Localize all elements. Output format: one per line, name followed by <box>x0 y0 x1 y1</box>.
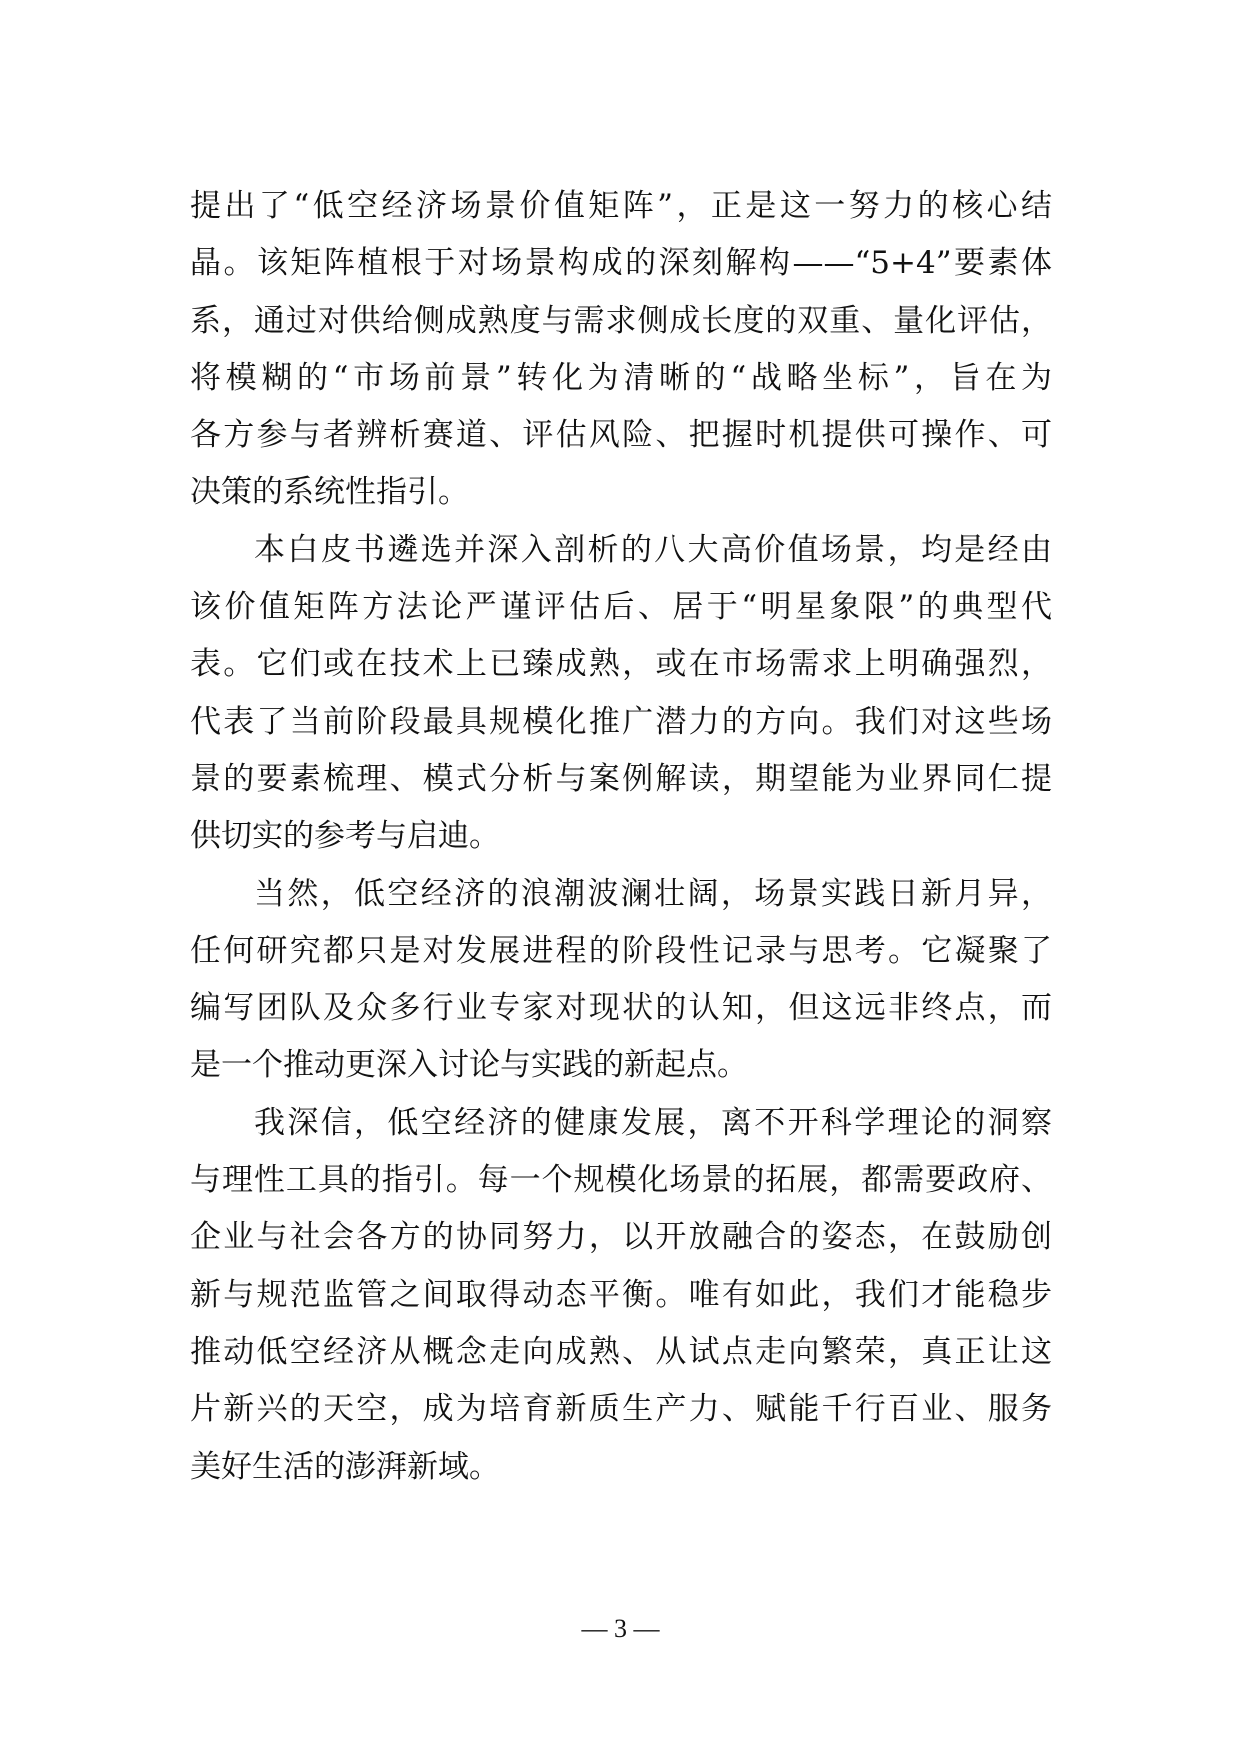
text-line: 将模糊的“市场前景”转化为清晰的“战略坐标”，旨在为 <box>190 359 1052 396</box>
text-line: 景的要素梳理、模式分析与案例解读，期望能为业界同仁提 <box>190 760 1052 797</box>
body-text <box>190 178 1052 1496</box>
text-line: 本白皮书遴选并深入剖析的八大高价值场景，均是经由 <box>254 531 1052 568</box>
text-line: 晶。该矩阵植根于对场景构成的深刻解构——“5+4”要素体 <box>190 245 1052 282</box>
text-line: 编写团队及众多行业专家对现状的认知，但这远非终点，而 <box>190 990 1052 1027</box>
text-line: 推动低空经济从概念走向成熟、从试点走向繁荣，真正让这 <box>190 1333 1052 1370</box>
text-line: 与理性工具的指引。每一个规模化场景的拓展，都需要政府、 <box>190 1162 1052 1199</box>
text-line: 是一个推动更深入讨论与实践的新起点。 <box>190 1047 748 1084</box>
text-line: 代表了当前阶段最具规模化推广潜力的方向。我们对这些场 <box>190 703 1052 740</box>
text-line: 表。它们或在技术上已臻成熟，或在市场需求上明确强烈， <box>190 646 1052 683</box>
paragraph <box>190 866 1052 1095</box>
text-line: 提出了“低空经济场景价值矩阵”，正是这一努力的核心结 <box>190 188 1052 224</box>
text-line: 供切实的参考与启迪。 <box>190 818 500 855</box>
text-line: 系，通过对供给侧成熟度与需求侧成长度的双重、量化评估， <box>190 302 1052 339</box>
paragraph <box>190 178 1052 522</box>
text-line: 任何研究都只是对发展进程的阶段性记录与思考。它凝聚了 <box>190 932 1052 969</box>
text-line: 各方参与者辨析赛道、评估风险、把握时机提供可操作、可 <box>190 417 1052 454</box>
paragraph <box>190 522 1052 866</box>
text-line: 企业与社会各方的协同努力，以开放融合的姿态，在鼓励创 <box>190 1219 1052 1256</box>
paragraph <box>190 1095 1052 1496</box>
text-line: 决策的系统性指引。 <box>190 474 469 511</box>
text-line: 我深信，低空经济的健康发展，离不开科学理论的洞察 <box>254 1104 1052 1141</box>
text-line: 该价值矩阵方法论严谨评估后、居于“明星象限”的典型代 <box>190 589 1052 626</box>
text-line: 片新兴的天空，成为培育新质生产力、赋能千行百业、服务 <box>190 1391 1052 1428</box>
text-line: 当然，低空经济的浪潮波澜壮阔，场景实践日新月异， <box>254 875 1052 912</box>
page-number: — 3 — <box>581 1614 660 1643</box>
text-line: 美好生活的澎湃新域。 <box>190 1448 500 1485</box>
text-line: 新与规范监管之间取得动态平衡。唯有如此，我们才能稳步 <box>190 1276 1052 1313</box>
